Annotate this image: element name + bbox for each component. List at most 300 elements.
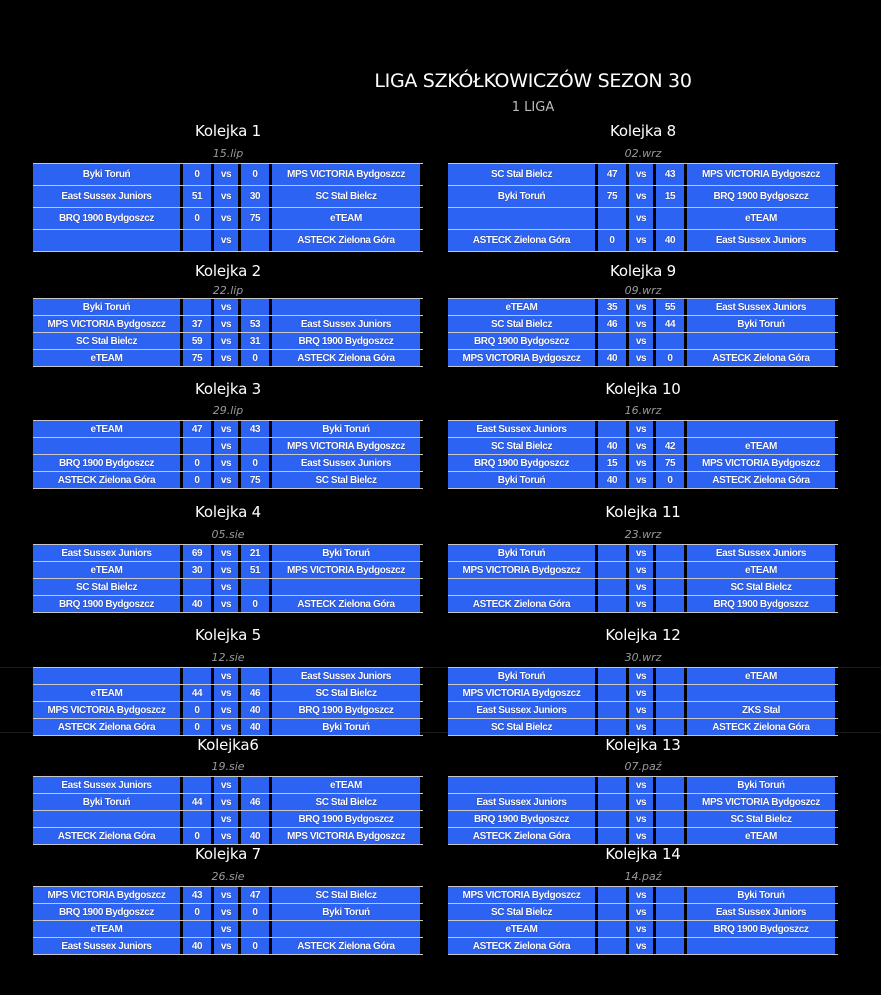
away-score-cell: 75 bbox=[241, 208, 269, 229]
away-score-cell bbox=[656, 938, 684, 954]
round-title: Kolejka 5 bbox=[195, 626, 261, 644]
home-score-cell: 40 bbox=[598, 438, 626, 454]
away-team-cell: ZKS Stal bbox=[687, 702, 835, 718]
matches-table bbox=[33, 667, 423, 736]
away-score-cell bbox=[656, 719, 684, 735]
home-score-cell bbox=[598, 904, 626, 920]
home-score-cell: 47 bbox=[183, 421, 211, 437]
vs-cell: vs bbox=[214, 702, 238, 718]
away-score-cell bbox=[656, 668, 684, 684]
away-score-cell bbox=[241, 230, 269, 251]
away-score-cell: 46 bbox=[241, 685, 269, 701]
home-team-cell: East Sussex Juniors bbox=[33, 545, 180, 561]
round-date: 05.sie bbox=[211, 528, 245, 541]
match-row bbox=[448, 887, 838, 904]
home-score-cell: 0 bbox=[183, 828, 211, 844]
matches-table bbox=[448, 886, 838, 955]
away-team-cell: ASTECK Zielona Góra bbox=[272, 350, 420, 366]
vs-cell: vs bbox=[629, 438, 653, 454]
away-team-cell bbox=[687, 421, 835, 437]
vs-cell: vs bbox=[214, 299, 238, 315]
home-team-cell: BRQ 1900 Bydgoszcz bbox=[33, 455, 180, 471]
match-row bbox=[448, 350, 838, 367]
match-row bbox=[448, 186, 838, 208]
away-team-cell: East Sussex Juniors bbox=[687, 904, 835, 920]
away-score-cell: 40 bbox=[656, 230, 684, 251]
away-score-cell: 0 bbox=[241, 938, 269, 954]
round-date: 07.paź bbox=[624, 760, 662, 773]
away-score-cell bbox=[656, 777, 684, 793]
match-row bbox=[448, 938, 838, 955]
away-score-cell: 21 bbox=[241, 545, 269, 561]
away-score-cell: 75 bbox=[656, 455, 684, 471]
matches-table bbox=[448, 163, 838, 252]
match-row bbox=[448, 921, 838, 938]
round-title: Kolejka 9 bbox=[610, 262, 676, 280]
vs-cell: vs bbox=[629, 904, 653, 920]
away-team-cell: SC Stal Bielcz bbox=[687, 811, 835, 827]
away-team-cell: eTEAM bbox=[687, 562, 835, 578]
matches-table bbox=[448, 420, 838, 489]
home-team-cell: SC Stal Bielcz bbox=[448, 316, 595, 332]
home-score-cell: 75 bbox=[183, 350, 211, 366]
home-score-cell bbox=[598, 545, 626, 561]
vs-cell: vs bbox=[214, 333, 238, 349]
away-score-cell: 53 bbox=[241, 316, 269, 332]
home-score-cell: 47 bbox=[598, 164, 626, 185]
match-row bbox=[33, 938, 423, 955]
matches-table bbox=[33, 420, 423, 489]
round-date: 19.sie bbox=[211, 760, 245, 773]
matches-table bbox=[448, 667, 838, 736]
round-title: Kolejka 7 bbox=[195, 845, 261, 863]
away-team-cell: ASTECK Zielona Góra bbox=[687, 472, 835, 488]
home-team-cell: Byki Toruń bbox=[33, 164, 180, 185]
away-score-cell: 40 bbox=[241, 719, 269, 735]
away-team-cell: BRQ 1900 Bydgoszcz bbox=[687, 596, 835, 612]
match-row bbox=[33, 685, 423, 702]
away-team-cell: MPS VICTORIA Bydgoszcz bbox=[272, 164, 420, 185]
match-row bbox=[33, 186, 423, 208]
vs-cell: vs bbox=[629, 208, 653, 229]
vs-cell: vs bbox=[214, 668, 238, 684]
home-score-cell: 0 bbox=[183, 208, 211, 229]
away-team-cell: Byki Toruń bbox=[687, 316, 835, 332]
away-score-cell: 40 bbox=[241, 702, 269, 718]
home-team-cell: SC Stal Bielcz bbox=[448, 904, 595, 920]
home-team-cell: Byki Toruń bbox=[448, 186, 595, 207]
vs-cell: vs bbox=[214, 186, 238, 207]
home-score-cell: 59 bbox=[183, 333, 211, 349]
vs-cell: vs bbox=[214, 545, 238, 561]
away-score-cell bbox=[241, 777, 269, 793]
vs-cell: vs bbox=[629, 887, 653, 903]
match-row bbox=[448, 208, 838, 230]
vs-cell: vs bbox=[214, 455, 238, 471]
home-team-cell bbox=[448, 777, 595, 793]
match-row bbox=[33, 579, 423, 596]
matches-table bbox=[33, 163, 423, 252]
away-team-cell: eTEAM bbox=[272, 777, 420, 793]
home-team-cell: Byki Toruń bbox=[33, 299, 180, 315]
match-row bbox=[33, 455, 423, 472]
away-score-cell bbox=[656, 333, 684, 349]
home-score-cell bbox=[183, 438, 211, 454]
matches-table bbox=[448, 776, 838, 845]
home-score-cell: 43 bbox=[183, 887, 211, 903]
vs-cell: vs bbox=[214, 350, 238, 366]
vs-cell: vs bbox=[629, 455, 653, 471]
round-title: Kolejka 11 bbox=[605, 503, 681, 521]
away-score-cell bbox=[656, 828, 684, 844]
away-team-cell bbox=[687, 333, 835, 349]
away-score-cell: 0 bbox=[656, 472, 684, 488]
home-score-cell bbox=[598, 811, 626, 827]
matches-table bbox=[33, 298, 423, 367]
home-score-cell bbox=[598, 562, 626, 578]
home-team-cell: BRQ 1900 Bydgoszcz bbox=[33, 208, 180, 229]
round-title: Kolejka 12 bbox=[605, 626, 681, 644]
away-score-cell bbox=[656, 811, 684, 827]
match-row bbox=[33, 702, 423, 719]
home-score-cell: 0 bbox=[183, 702, 211, 718]
away-team-cell: BRQ 1900 Bydgoszcz bbox=[687, 921, 835, 937]
away-team-cell: MPS VICTORIA Bydgoszcz bbox=[272, 438, 420, 454]
match-row bbox=[33, 794, 423, 811]
home-score-cell bbox=[598, 719, 626, 735]
matches-table bbox=[33, 886, 423, 955]
page-subtitle: 1 LIGA bbox=[511, 100, 555, 115]
away-team-cell: SC Stal Bielcz bbox=[272, 186, 420, 207]
round-title: Kolejka 1 bbox=[195, 122, 261, 140]
match-row bbox=[448, 596, 838, 613]
away-score-cell: 46 bbox=[241, 794, 269, 810]
vs-cell: vs bbox=[629, 685, 653, 701]
match-row bbox=[448, 545, 838, 562]
away-score-cell: 43 bbox=[241, 421, 269, 437]
match-row bbox=[33, 230, 423, 252]
home-team-cell: MPS VICTORIA Bydgoszcz bbox=[448, 350, 595, 366]
home-score-cell bbox=[598, 887, 626, 903]
match-row bbox=[448, 579, 838, 596]
round-title: Kolejka 3 bbox=[195, 380, 261, 398]
away-score-cell bbox=[656, 685, 684, 701]
away-team-cell: SC Stal Bielcz bbox=[272, 685, 420, 701]
home-team-cell bbox=[448, 579, 595, 595]
home-team-cell: MPS VICTORIA Bydgoszcz bbox=[33, 702, 180, 718]
home-team-cell: East Sussex Juniors bbox=[448, 794, 595, 810]
away-score-cell bbox=[241, 299, 269, 315]
match-row bbox=[448, 777, 838, 794]
match-row bbox=[448, 668, 838, 685]
home-score-cell bbox=[598, 938, 626, 954]
away-team-cell: East Sussex Juniors bbox=[272, 455, 420, 471]
vs-cell: vs bbox=[629, 350, 653, 366]
away-score-cell bbox=[656, 545, 684, 561]
home-team-cell: Byki Toruń bbox=[33, 794, 180, 810]
away-score-cell: 51 bbox=[241, 562, 269, 578]
home-team-cell: Byki Toruń bbox=[448, 545, 595, 561]
away-team-cell bbox=[687, 685, 835, 701]
away-score-cell bbox=[241, 811, 269, 827]
away-team-cell: MPS VICTORIA Bydgoszcz bbox=[687, 794, 835, 810]
match-row bbox=[33, 562, 423, 579]
away-score-cell bbox=[656, 421, 684, 437]
home-score-cell bbox=[598, 702, 626, 718]
home-team-cell: SC Stal Bielcz bbox=[448, 719, 595, 735]
home-score-cell bbox=[183, 230, 211, 251]
match-row bbox=[33, 777, 423, 794]
match-row bbox=[448, 685, 838, 702]
home-team-cell: ASTECK Zielona Góra bbox=[448, 230, 595, 251]
away-score-cell bbox=[241, 579, 269, 595]
away-score-cell: 0 bbox=[241, 596, 269, 612]
away-score-cell: 43 bbox=[656, 164, 684, 185]
vs-cell: vs bbox=[629, 777, 653, 793]
home-team-cell: Byki Toruń bbox=[448, 668, 595, 684]
match-row bbox=[33, 208, 423, 230]
away-team-cell: SC Stal Bielcz bbox=[272, 887, 420, 903]
away-team-cell: eTEAM bbox=[687, 828, 835, 844]
away-team-cell: eTEAM bbox=[272, 208, 420, 229]
vs-cell: vs bbox=[214, 938, 238, 954]
match-row bbox=[33, 828, 423, 845]
vs-cell: vs bbox=[214, 208, 238, 229]
vs-cell: vs bbox=[629, 230, 653, 251]
away-score-cell bbox=[241, 668, 269, 684]
home-score-cell: 0 bbox=[183, 719, 211, 735]
home-score-cell bbox=[598, 421, 626, 437]
home-team-cell: eTEAM bbox=[33, 562, 180, 578]
home-team-cell: SC Stal Bielcz bbox=[33, 333, 180, 349]
home-score-cell bbox=[598, 794, 626, 810]
away-team-cell: ASTECK Zielona Góra bbox=[272, 596, 420, 612]
away-score-cell: 0 bbox=[241, 904, 269, 920]
away-score-cell bbox=[241, 921, 269, 937]
home-team-cell: BRQ 1900 Bydgoszcz bbox=[33, 596, 180, 612]
away-team-cell: East Sussex Juniors bbox=[687, 230, 835, 251]
away-score-cell: 30 bbox=[241, 186, 269, 207]
vs-cell: vs bbox=[214, 438, 238, 454]
vs-cell: vs bbox=[629, 828, 653, 844]
match-row bbox=[33, 316, 423, 333]
vs-cell: vs bbox=[629, 794, 653, 810]
vs-cell: vs bbox=[214, 562, 238, 578]
away-team-cell: ASTECK Zielona Góra bbox=[272, 938, 420, 954]
match-row bbox=[448, 719, 838, 736]
away-score-cell: 31 bbox=[241, 333, 269, 349]
vs-cell: vs bbox=[214, 421, 238, 437]
away-score-cell bbox=[656, 921, 684, 937]
home-score-cell bbox=[183, 811, 211, 827]
match-row bbox=[448, 421, 838, 438]
home-team-cell bbox=[33, 668, 180, 684]
vs-cell: vs bbox=[214, 887, 238, 903]
away-team-cell: East Sussex Juniors bbox=[687, 299, 835, 315]
home-team-cell: ASTECK Zielona Góra bbox=[33, 472, 180, 488]
vs-cell: vs bbox=[629, 545, 653, 561]
home-team-cell: Byki Toruń bbox=[448, 472, 595, 488]
vs-cell: vs bbox=[629, 421, 653, 437]
match-row bbox=[33, 719, 423, 736]
home-score-cell: 51 bbox=[183, 186, 211, 207]
vs-cell: vs bbox=[214, 579, 238, 595]
away-team-cell: SC Stal Bielcz bbox=[272, 794, 420, 810]
away-score-cell bbox=[656, 208, 684, 229]
away-team-cell: Byki Toruń bbox=[687, 887, 835, 903]
away-team-cell: Byki Toruń bbox=[272, 545, 420, 561]
match-row bbox=[33, 299, 423, 316]
away-team-cell: MPS VICTORIA Bydgoszcz bbox=[687, 164, 835, 185]
match-row bbox=[33, 904, 423, 921]
vs-cell: vs bbox=[214, 596, 238, 612]
away-score-cell bbox=[656, 904, 684, 920]
away-team-cell bbox=[272, 921, 420, 937]
away-team-cell: MPS VICTORIA Bydgoszcz bbox=[687, 455, 835, 471]
match-row bbox=[33, 333, 423, 350]
away-team-cell: Byki Toruń bbox=[272, 719, 420, 735]
match-row bbox=[33, 921, 423, 938]
home-score-cell: 0 bbox=[183, 164, 211, 185]
home-score-cell bbox=[598, 333, 626, 349]
round-date: 22.lip bbox=[212, 284, 244, 297]
home-score-cell bbox=[598, 685, 626, 701]
match-row bbox=[33, 421, 423, 438]
round-title: Kolejka 4 bbox=[195, 503, 261, 521]
home-team-cell: ASTECK Zielona Góra bbox=[448, 596, 595, 612]
matches-table bbox=[33, 544, 423, 613]
round-date: 16.wrz bbox=[624, 404, 662, 417]
vs-cell: vs bbox=[629, 186, 653, 207]
home-score-cell: 40 bbox=[598, 472, 626, 488]
home-team-cell: ASTECK Zielona Góra bbox=[33, 828, 180, 844]
away-team-cell bbox=[272, 299, 420, 315]
round-title: Kolejka 14 bbox=[605, 845, 681, 863]
match-row bbox=[448, 794, 838, 811]
vs-cell: vs bbox=[629, 719, 653, 735]
match-row bbox=[448, 828, 838, 845]
home-team-cell: BRQ 1900 Bydgoszcz bbox=[33, 904, 180, 920]
home-team-cell: East Sussex Juniors bbox=[448, 702, 595, 718]
round-date: 12.sie bbox=[211, 651, 245, 664]
away-score-cell bbox=[656, 794, 684, 810]
match-row bbox=[448, 164, 838, 186]
away-score-cell: 47 bbox=[241, 887, 269, 903]
vs-cell: vs bbox=[629, 938, 653, 954]
away-team-cell: BRQ 1900 Bydgoszcz bbox=[687, 186, 835, 207]
vs-cell: vs bbox=[629, 299, 653, 315]
away-team-cell: BRQ 1900 Bydgoszcz bbox=[272, 702, 420, 718]
vs-cell: vs bbox=[214, 828, 238, 844]
matches-table bbox=[33, 776, 423, 845]
home-team-cell: eTEAM bbox=[448, 921, 595, 937]
home-team-cell bbox=[33, 438, 180, 454]
home-score-cell bbox=[598, 921, 626, 937]
vs-cell: vs bbox=[629, 316, 653, 332]
vs-cell: vs bbox=[214, 164, 238, 185]
home-team-cell: eTEAM bbox=[33, 921, 180, 937]
home-team-cell: SC Stal Bielcz bbox=[448, 164, 595, 185]
home-team-cell: eTEAM bbox=[33, 685, 180, 701]
round-date: 29.lip bbox=[212, 404, 244, 417]
away-team-cell: SC Stal Bielcz bbox=[687, 579, 835, 595]
match-row bbox=[33, 164, 423, 186]
home-score-cell bbox=[598, 828, 626, 844]
vs-cell: vs bbox=[629, 579, 653, 595]
vs-cell: vs bbox=[214, 685, 238, 701]
vs-cell: vs bbox=[214, 777, 238, 793]
match-row bbox=[33, 350, 423, 367]
away-team-cell bbox=[272, 579, 420, 595]
match-row bbox=[448, 455, 838, 472]
round-date: 09.wrz bbox=[624, 284, 662, 297]
vs-cell: vs bbox=[214, 921, 238, 937]
vs-cell: vs bbox=[214, 811, 238, 827]
home-score-cell: 69 bbox=[183, 545, 211, 561]
round-title: Kolejka6 bbox=[197, 736, 259, 754]
match-row bbox=[448, 562, 838, 579]
away-score-cell: 0 bbox=[241, 350, 269, 366]
home-team-cell: ASTECK Zielona Góra bbox=[448, 828, 595, 844]
round-date: 02.wrz bbox=[624, 147, 662, 160]
match-row bbox=[448, 438, 838, 455]
home-score-cell: 40 bbox=[183, 596, 211, 612]
away-team-cell: BRQ 1900 Bydgoszcz bbox=[272, 333, 420, 349]
home-team-cell: East Sussex Juniors bbox=[33, 186, 180, 207]
vs-cell: vs bbox=[214, 230, 238, 251]
round-date: 14.paź bbox=[624, 870, 662, 883]
home-score-cell: 0 bbox=[183, 472, 211, 488]
match-row bbox=[448, 472, 838, 489]
away-team-cell: eTEAM bbox=[687, 438, 835, 454]
home-team-cell: ASTECK Zielona Góra bbox=[448, 938, 595, 954]
home-team-cell: MPS VICTORIA Bydgoszcz bbox=[448, 887, 595, 903]
vs-cell: vs bbox=[629, 562, 653, 578]
home-score-cell: 15 bbox=[598, 455, 626, 471]
match-row bbox=[33, 438, 423, 455]
away-team-cell: East Sussex Juniors bbox=[272, 316, 420, 332]
away-score-cell: 15 bbox=[656, 186, 684, 207]
round-title: Kolejka 2 bbox=[195, 262, 261, 280]
away-team-cell bbox=[687, 938, 835, 954]
match-row bbox=[448, 904, 838, 921]
home-score-cell: 75 bbox=[598, 186, 626, 207]
home-team-cell: eTEAM bbox=[33, 350, 180, 366]
match-row bbox=[448, 702, 838, 719]
home-team-cell: ASTECK Zielona Góra bbox=[33, 719, 180, 735]
home-team-cell: East Sussex Juniors bbox=[448, 421, 595, 437]
home-score-cell bbox=[183, 668, 211, 684]
away-team-cell: Byki Toruń bbox=[272, 421, 420, 437]
home-score-cell bbox=[598, 208, 626, 229]
away-score-cell: 0 bbox=[656, 350, 684, 366]
away-score-cell: 0 bbox=[241, 164, 269, 185]
away-team-cell: eTEAM bbox=[687, 668, 835, 684]
vs-cell: vs bbox=[629, 702, 653, 718]
home-team-cell: eTEAM bbox=[448, 299, 595, 315]
vs-cell: vs bbox=[214, 472, 238, 488]
away-score-cell: 0 bbox=[241, 455, 269, 471]
home-score-cell: 40 bbox=[598, 350, 626, 366]
away-team-cell: East Sussex Juniors bbox=[272, 668, 420, 684]
away-team-cell: BRQ 1900 Bydgoszcz bbox=[272, 811, 420, 827]
away-team-cell: ASTECK Zielona Góra bbox=[687, 350, 835, 366]
home-team-cell: East Sussex Juniors bbox=[33, 938, 180, 954]
away-score-cell: 42 bbox=[656, 438, 684, 454]
vs-cell: vs bbox=[214, 904, 238, 920]
home-team-cell bbox=[33, 811, 180, 827]
round-date: 30.wrz bbox=[624, 651, 662, 664]
